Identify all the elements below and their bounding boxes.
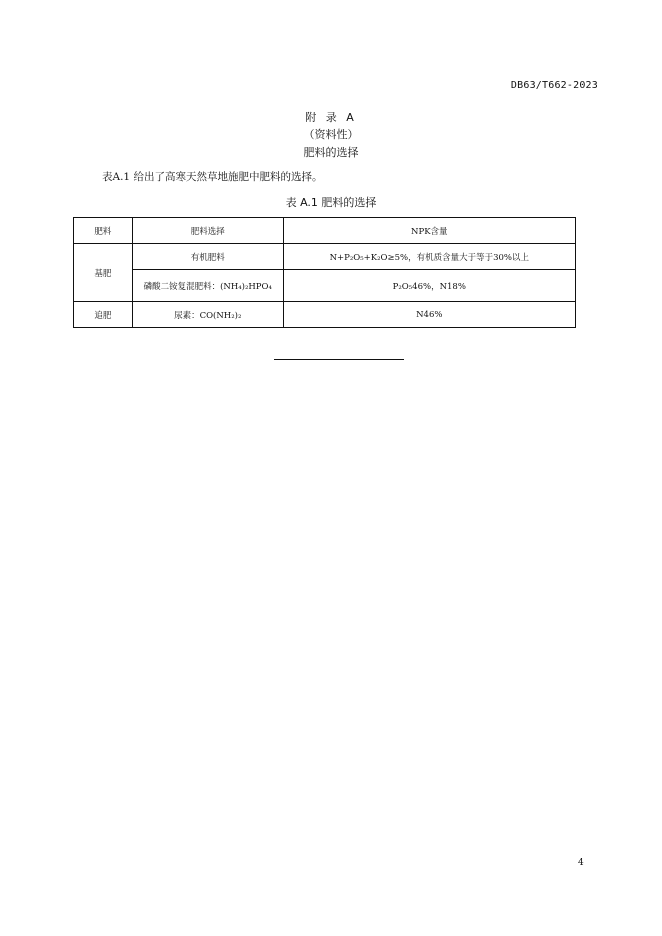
document-code: DB63/T662-2023 <box>510 80 598 91</box>
intro-paragraph: 表A.1 给出了高寒天然草地施肥中肥料的选择。 <box>102 171 323 183</box>
npk-cell: P₂O₅46%，N18% <box>283 270 575 302</box>
table-caption: 表 A.1 肥料的选择 <box>285 196 377 209</box>
appendix-title: 附 录 A <box>305 111 357 124</box>
page-number: 4 <box>578 858 584 868</box>
appendix-heading: 肥料的选择 <box>303 146 359 159</box>
column-header-npk: NPK含量 <box>283 218 575 244</box>
npk-cell: N+P₂O₅+K₂O≥5%，有机质含量大于等于30%以上 <box>283 244 575 270</box>
choice-cell: 有机肥料 <box>132 244 283 270</box>
table-row <box>74 302 576 328</box>
table-header-row <box>74 218 576 244</box>
table-row <box>74 270 576 302</box>
table-row <box>74 244 576 270</box>
column-header-fertilizer: 肥料 <box>74 218 133 244</box>
end-rule <box>274 359 404 360</box>
choice-cell: 磷酸二铵复混肥料：(NH₄)₂HPO₄ <box>132 270 283 302</box>
column-header-choice: 肥料选择 <box>132 218 283 244</box>
npk-cell: N46% <box>283 302 575 328</box>
appendix-subtitle: （资料性） <box>303 128 359 141</box>
fertilizer-table <box>73 217 576 328</box>
category-cell-base: 基肥 <box>74 244 133 302</box>
choice-cell: 尿素：CO(NH₂)₂ <box>132 302 283 328</box>
category-cell-topdressing: 追肥 <box>74 302 133 328</box>
